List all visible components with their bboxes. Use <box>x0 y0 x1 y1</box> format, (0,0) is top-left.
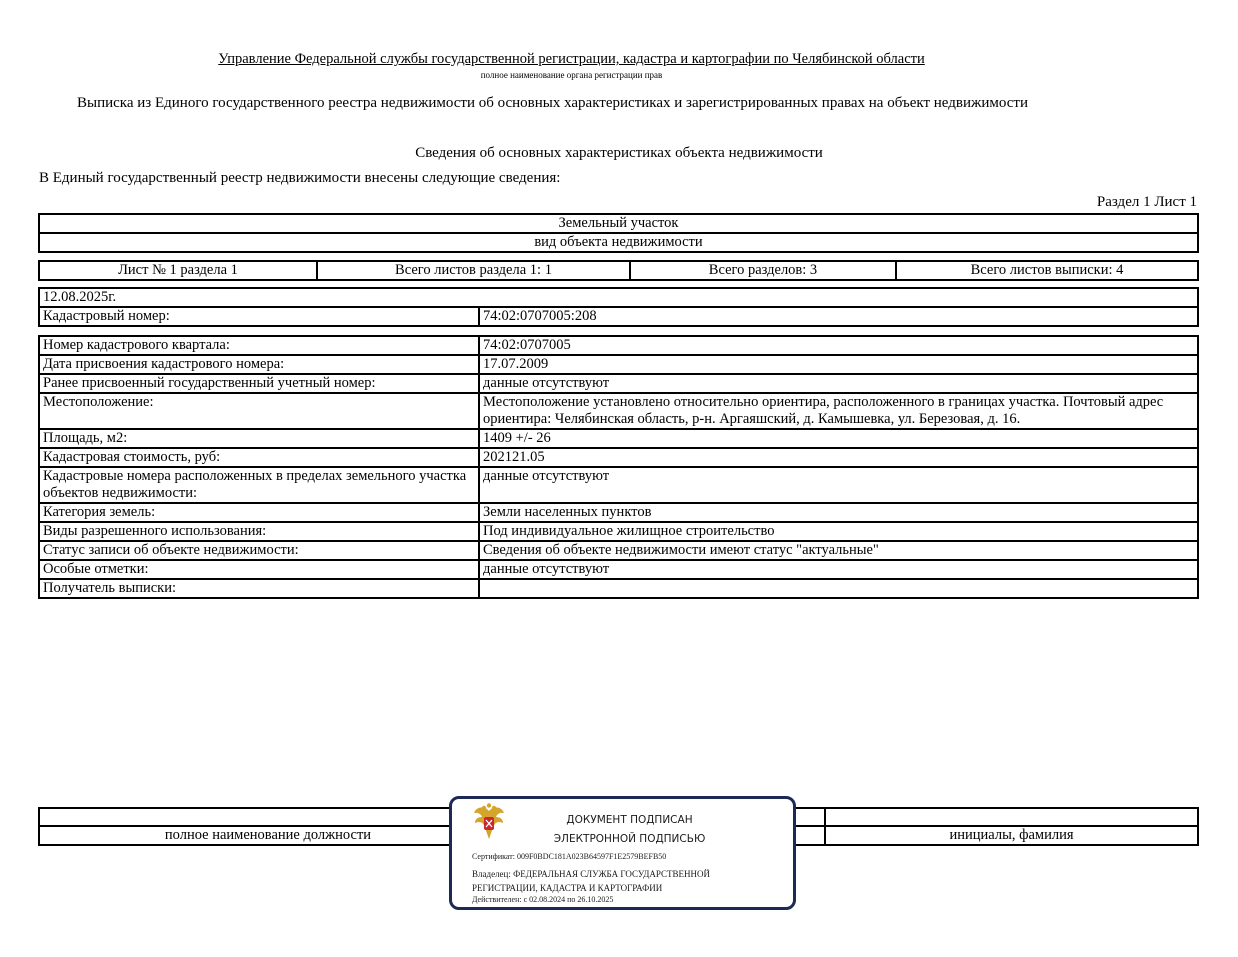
object-type-caption: вид объекта недвижимости <box>39 233 1198 252</box>
section-title: Сведения об основных характеристиках объекта недвижимости <box>415 145 823 161</box>
row-label: Местоположение: <box>39 393 479 429</box>
position-field <box>39 808 497 826</box>
sheet-info-table <box>38 260 1199 281</box>
sheet-number: Лист № 1 раздела 1 <box>39 261 317 280</box>
cadastral-number-value: 74:02:0707005:208 <box>479 307 1198 326</box>
row-label: Виды разрешенного использования: <box>39 522 479 541</box>
row-label: Кадастровые номера расположенных в пределах земельного участка объектов недвижимости: <box>39 467 479 503</box>
row-value: Сведения об объекте недвижимости имеют статус "актуальные" <box>479 541 1198 560</box>
row-label: Категория земель: <box>39 503 479 522</box>
row-value: 74:02:0707005 <box>479 336 1198 355</box>
table-row <box>39 355 1198 374</box>
row-label: Получатель выписки: <box>39 579 479 598</box>
table-row <box>39 579 1198 598</box>
table-row <box>39 522 1198 541</box>
stamp-title-line1: ДОКУМЕНТ ПОДПИСАН <box>566 814 693 826</box>
stamp-owner-line1: Владелец: ФЕДЕРАЛЬНАЯ СЛУЖБА ГОСУДАРСТВЕННОЙ <box>472 869 711 879</box>
name-field <box>825 808 1198 826</box>
object-type-table <box>38 213 1199 253</box>
electronic-signature-stamp <box>449 796 796 910</box>
intro-text: В Единый государственный реестр недвижимости внесены следующие сведения: <box>39 170 561 186</box>
row-value: Земли населенных пунктов <box>479 503 1198 522</box>
total-sections: Всего разделов: 3 <box>630 261 896 280</box>
row-label: Ранее присвоенный государственный учетный номер: <box>39 374 479 393</box>
stamp-owner <box>472 867 772 895</box>
sheets-in-section: Всего листов раздела 1: 1 <box>317 261 630 280</box>
characteristics-table <box>38 335 1199 599</box>
stamp-certificate: Сертификат: 009F0BDC181A023B64597F1E2579BEFB50 <box>472 852 667 861</box>
table-row <box>39 541 1198 560</box>
row-label: Номер кадастрового квартала: <box>39 336 479 355</box>
table-row <box>39 503 1198 522</box>
cadastral-table <box>38 287 1199 327</box>
row-value: данные отсутствуют <box>479 560 1198 579</box>
row-value: данные отсутствуют <box>479 467 1198 503</box>
object-type: Земельный участок <box>39 214 1198 233</box>
row-label: Особые отметки: <box>39 560 479 579</box>
row-value: Местоположение установлено относительно ориентира, расположенного в границах участка. Почтовый адрес ориентира: Челябинская область, р-н. Аргаяшский, д. Камышевка, ул. Березовая, д. 16. <box>479 393 1198 429</box>
table-row <box>39 560 1198 579</box>
total-sheets: Всего листов выписки: 4 <box>896 261 1198 280</box>
stamp-title-line2: ЭЛЕКТРОННОЙ ПОДПИСЬЮ <box>553 833 706 845</box>
row-label: Статус записи об объекте недвижимости: <box>39 541 479 560</box>
row-value: данные отсутствуют <box>479 374 1198 393</box>
row-value: Под индивидуальное жилищное строительство <box>479 522 1198 541</box>
position-caption: полное наименование должности <box>39 826 497 845</box>
table-row <box>39 393 1198 429</box>
table-row <box>39 467 1198 503</box>
sheet-reference: Раздел 1 Лист 1 <box>1096 194 1197 210</box>
row-value <box>479 579 1198 598</box>
row-value: 17.07.2009 <box>479 355 1198 374</box>
coat-of-arms-icon <box>472 803 506 843</box>
document-title: Выписка из Единого государственного реестра недвижимости об основных характеристиках и зарегистрированных правах на объект недвижимости <box>77 95 1029 111</box>
agency-caption: полное наименование органа регистрации прав <box>480 70 663 80</box>
table-row <box>39 429 1198 448</box>
row-value: 202121.05 <box>479 448 1198 467</box>
row-label: Площадь, м2: <box>39 429 479 448</box>
stamp-validity: Действителен: с 02.08.2024 по 26.10.2025 <box>472 895 614 904</box>
agency-name: Управление Федеральной службы государственной регистрации, кадастра и картографии по Челябинской области <box>218 51 925 67</box>
name-caption: инициалы, фамилия <box>825 826 1198 845</box>
table-row <box>39 374 1198 393</box>
cadastral-number-label: Кадастровый номер: <box>39 307 479 326</box>
extract-date: 12.08.2025г. <box>39 288 1198 307</box>
table-row <box>39 448 1198 467</box>
table-row <box>39 336 1198 355</box>
stamp-owner-line2: РЕГИСТРАЦИИ, КАДАСТРА И КАРТОГРАФИИ <box>472 883 663 893</box>
row-label: Дата присвоения кадастрового номера: <box>39 355 479 374</box>
row-value: 1409 +/- 26 <box>479 429 1198 448</box>
row-label: Кадастровая стоимость, руб: <box>39 448 479 467</box>
